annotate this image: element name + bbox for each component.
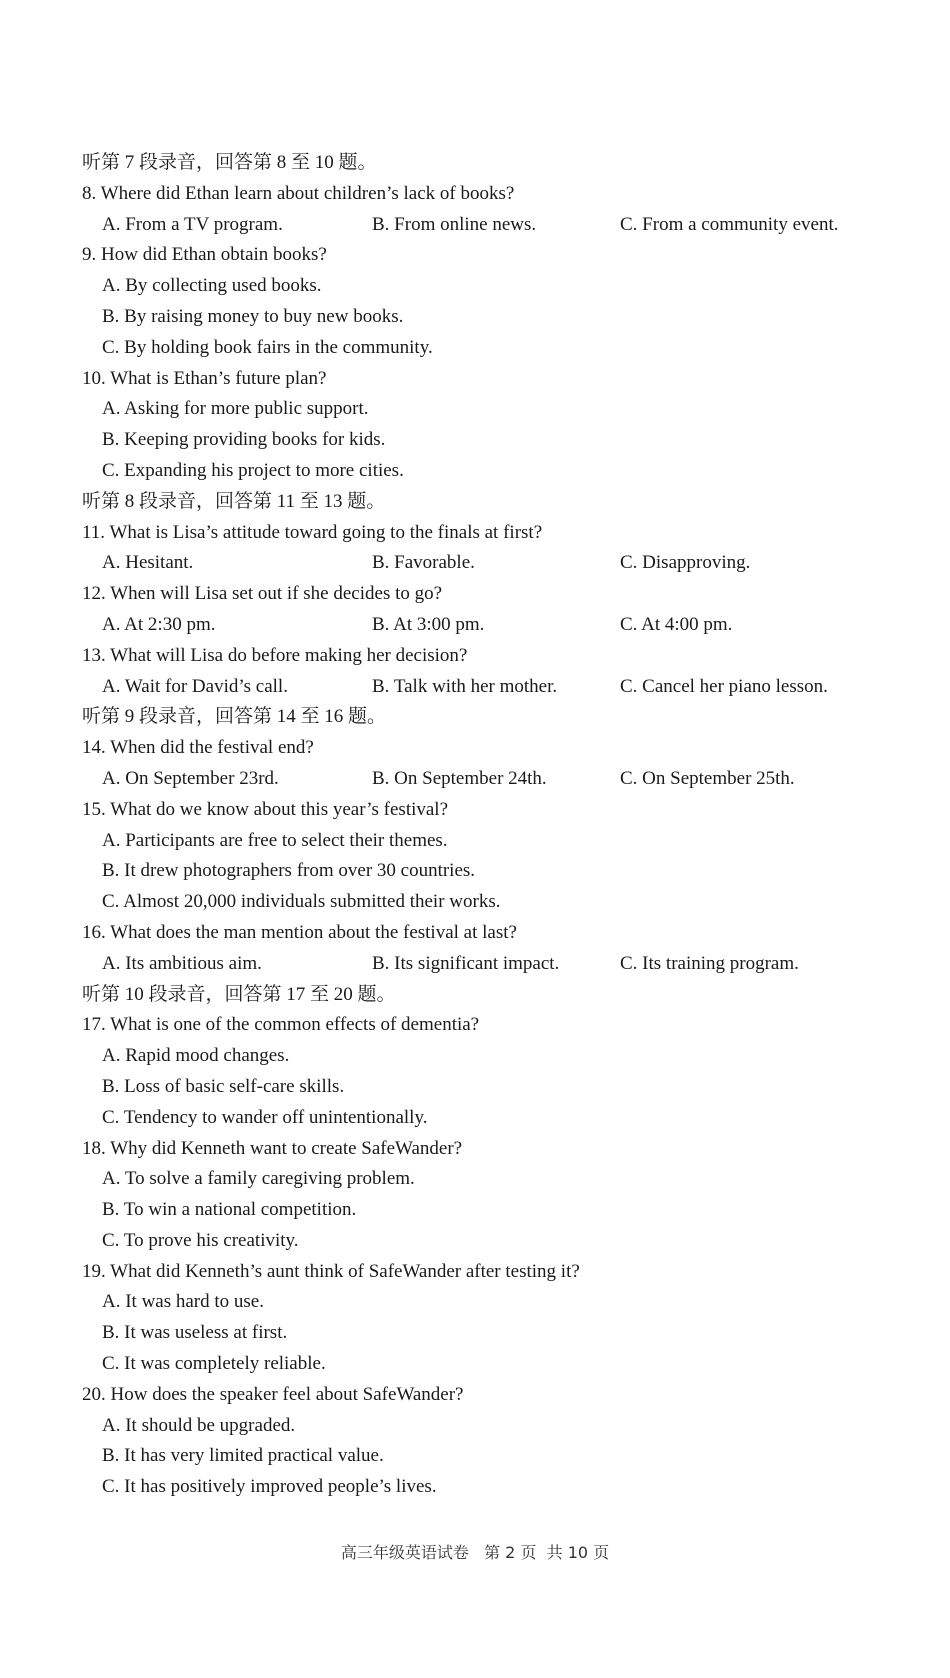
answer-option: B. Keeping providing books for kids. xyxy=(102,429,386,451)
answer-options-row xyxy=(82,672,882,703)
answer-option: A. By collecting used books. xyxy=(102,275,322,297)
section-instruction: 听第 7 段录音，回答第 8 至 10 题。 xyxy=(82,152,377,173)
answer-option: B. To win a national competition. xyxy=(102,1199,357,1221)
answer-option: B. Favorable. xyxy=(372,552,475,574)
question-text: 13. What will Lisa do before making her decision? xyxy=(82,644,468,666)
answer-option: B. By raising money to buy new books. xyxy=(102,305,404,327)
question-text: 10. What is Ethan’s future plan? xyxy=(82,367,327,389)
answer-option: C. It was completely reliable. xyxy=(102,1353,326,1375)
answer-option: A. On September 23rd. xyxy=(102,767,279,789)
page-footer: 高三年级英语试卷 第 2 页 共 10 页 xyxy=(340,1543,610,1562)
answer-option: C. Its training program. xyxy=(620,952,799,974)
answer-option: A. It was hard to use. xyxy=(102,1291,264,1313)
exam-page-content xyxy=(82,148,882,1503)
section-instruction: 听第 8 段录音，回答第 11 至 13 题。 xyxy=(82,490,386,512)
question-text: 19. What did Kenneth’s aunt think of SafeWander after testing it? xyxy=(82,1260,580,1282)
question-text: 9. How did Ethan obtain books? xyxy=(82,244,327,266)
question-text: 14. When did the festival end? xyxy=(82,737,314,759)
question-text: 18. Why did Kenneth want to create SafeWander? xyxy=(82,1137,463,1159)
answer-option: A. It should be upgraded. xyxy=(102,1414,296,1436)
answer-option: A. Asking for more public support. xyxy=(102,398,369,420)
question-text: 16. What does the man mention about the festival at last? xyxy=(82,921,517,943)
answer-option: C. Disapproving. xyxy=(620,552,751,574)
question-text: 12. When will Lisa set out if she decides to go? xyxy=(82,583,443,605)
answer-option: B. Loss of basic self-care skills. xyxy=(102,1075,345,1097)
answer-options-row xyxy=(82,610,882,641)
answer-option: C. From a community event. xyxy=(620,213,839,235)
answer-option: A. At 2:30 pm. xyxy=(102,613,216,635)
question-text: 17. What is one of the common effects of dementia? xyxy=(82,1014,480,1036)
section-instruction: 听第 10 段录音，回答第 17 至 20 题。 xyxy=(82,983,396,1005)
answer-option: C. Cancel her piano lesson. xyxy=(620,675,828,697)
answer-option: B. On September 24th. xyxy=(372,767,547,789)
answer-option: B. It drew photographers from over 30 countries. xyxy=(102,860,476,882)
answer-option: B. It has very limited practical value. xyxy=(102,1445,384,1467)
answer-option: C. Almost 20,000 individuals submitted their works. xyxy=(102,891,501,913)
question-text: 20. How does the speaker feel about SafeWander? xyxy=(82,1383,464,1405)
answer-option: A. Wait for David’s call. xyxy=(102,675,288,697)
question-text: 8. Where did Ethan learn about children’s lack of books? xyxy=(82,182,515,204)
answer-option: B. From online news. xyxy=(372,213,537,235)
answer-option: A. Hesitant. xyxy=(102,552,194,574)
answer-option: A. Its ambitious aim. xyxy=(102,952,262,974)
answer-option: B. At 3:00 pm. xyxy=(372,613,485,635)
answer-option: B. Talk with her mother. xyxy=(372,675,558,697)
answer-option: C. Expanding his project to more cities. xyxy=(102,459,404,481)
answer-option: C. It has positively improved people’s lives. xyxy=(102,1476,437,1498)
answer-option: A. Rapid mood changes. xyxy=(102,1045,290,1067)
answer-option: C. On September 25th. xyxy=(620,767,795,789)
answer-option: B. Its significant impact. xyxy=(372,952,560,974)
answer-option: C. Tendency to wander off unintentionally. xyxy=(102,1106,428,1128)
answer-options-row xyxy=(82,210,882,241)
answer-option: A. From a TV program. xyxy=(102,213,283,235)
answer-options-row xyxy=(82,949,882,980)
answer-option: C. By holding book fairs in the community. xyxy=(102,336,433,358)
answer-option: C. At 4:00 pm. xyxy=(620,613,733,635)
question-text: 15. What do we know about this year’s festival? xyxy=(82,798,449,820)
answer-option: B. It was useless at first. xyxy=(102,1322,288,1344)
answer-option: A. Participants are free to select their themes. xyxy=(102,829,448,851)
answer-options-row xyxy=(82,548,882,579)
answer-options-row xyxy=(82,764,882,795)
answer-option: A. To solve a family caregiving problem. xyxy=(102,1168,415,1190)
answer-option: C. To prove his creativity. xyxy=(102,1229,299,1251)
section-instruction: 听第 9 段录音，回答第 14 至 16 题。 xyxy=(82,706,387,728)
question-text: 11. What is Lisa’s attitude toward going to the finals at first? xyxy=(82,521,543,543)
